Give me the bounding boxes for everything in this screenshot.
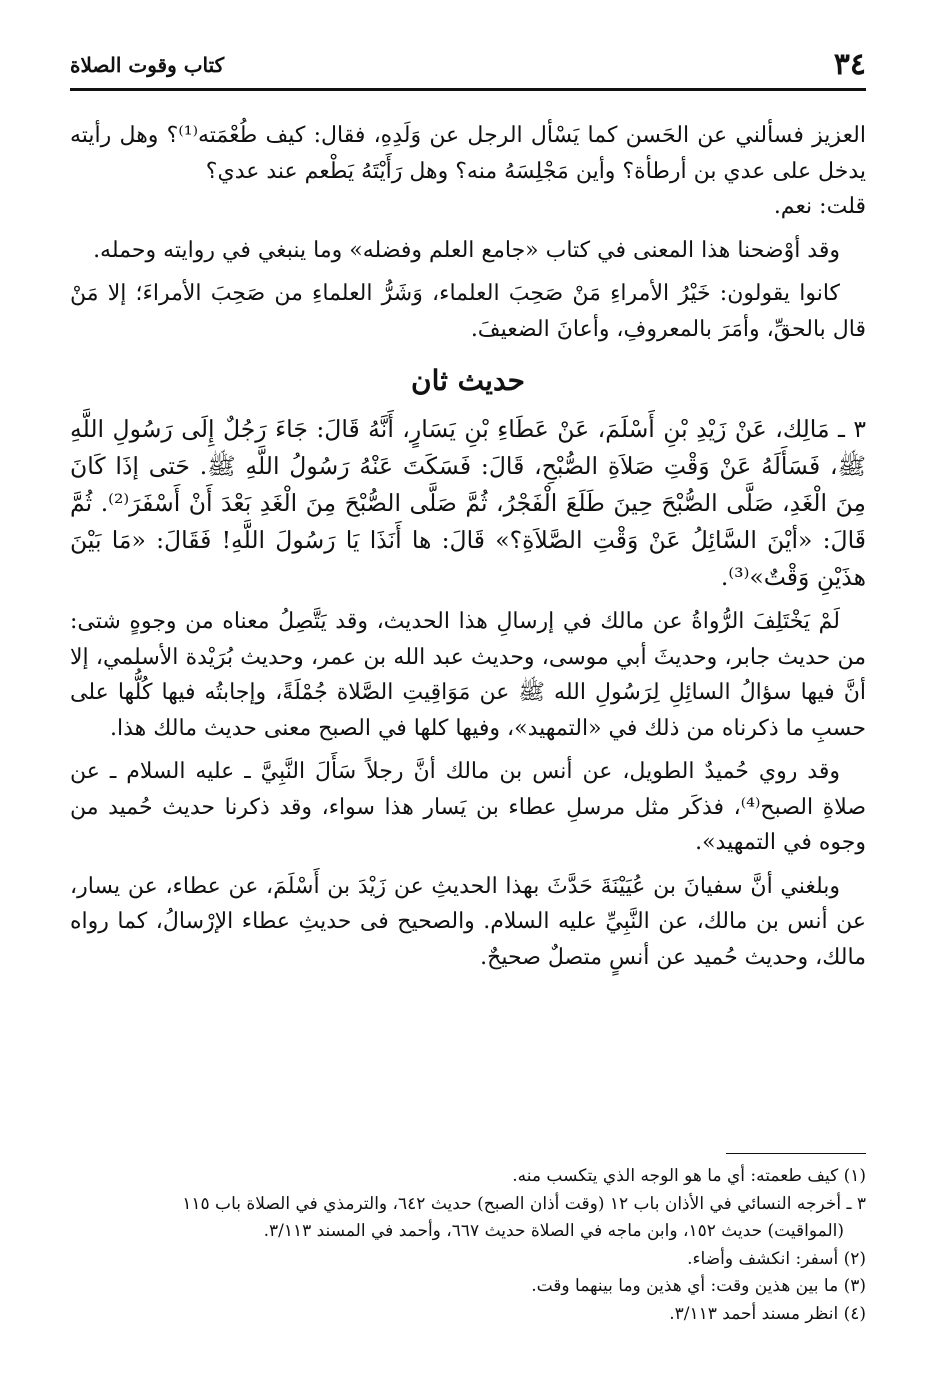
running-title: كتاب وقوت الصلاة xyxy=(70,53,225,77)
footnote: (٢) أسفر: انكشف وأضاء. xyxy=(687,1248,866,1269)
commentary-paragraph: وقد روي حُميدٌ الطويل، عن أنس بن مالك أنَّ رجلاً سَأَلَ النَّبِيَّ ـ عليه السلام ـ عن صلاةِ الصبح⁽⁴⁾، فذكَر مثل مرسلِ عطاء بن يَسار هذا سواء، وقد ذكرنا حديث حُميد من وجوه في التمهيد». xyxy=(70,759,866,855)
footnote: (٣) ما بين هذين وقت: أي هذين وما بينهما وقت. xyxy=(531,1276,866,1296)
paragraph-saying: كانوا يقولون: خَيْرُ الأمراءِ مَنْ صَحِبَ العلماء، وَشَرُّ العلماءِ من صَحِبَ الأمراءَ؛ إلا مَنْ قال بالحقِّ، وأمَرَ بالمعروفِ، وأعانَ الضعيفَ. xyxy=(70,281,866,342)
footnote: (٤) انظر مسند أحمد ٣/١١٣. xyxy=(669,1303,866,1324)
commentary-paragraph: وبلغني أنَّ سفيانَ بن عُيَيْنَةَ حَدَّثَ بهذا الحديثِ عن زَيْدَ بن أَسْلَمَ، عن عطاء، عن يسار، عن أنس بن مالك، عن النَّبِيِّ عليه السلام. والصحيح فى حديثِ عطاء الإرْسالُ، كما رواه مالك، وحديث حُميد عن أنسٍ متصلٌ صحيحٌ. xyxy=(70,873,866,970)
page-header xyxy=(70,42,866,88)
footnotes xyxy=(70,1163,866,1328)
header-rule xyxy=(70,88,866,91)
footnote: (١) كيف طعمته: أي ما هو الوجه الذي يتكسب منه. xyxy=(512,1166,866,1186)
paragraph-continuation: العزيز فسألني عن الحَسن كما يَسْأل الرجل عن وَلَدِهِ، فقال: كيف طُعْمَته⁽¹⁾؟ وهل رأيته يدخل على عدي بن أرطأة؟ وأين مَجْلِسَهُ منه؟ وهل رَأَيْتَهُ يَطْعم عند عدي؟ xyxy=(70,123,866,184)
footnote-continuation: (المواقيت) حديث ١٥٢، وابن ماجه في الصلاة حديث ٦٦٧، وأحمد في المسند ٣/١١٣. xyxy=(263,1221,844,1241)
main-text xyxy=(70,118,866,983)
page-number: ٣٤ xyxy=(833,47,866,82)
paragraph-reference: وقد أوْضحنا هذا المعنى في كتاب «جامع العلم وفضله» وما ينبغي في روايته وحمله. xyxy=(93,237,840,263)
section-title: حديث ثان xyxy=(411,364,525,397)
footnote: ٣ ـ أخرجه النسائي في الأذان باب ١٢ (وقت أذان الصبح) حديث ٦٤٢، والترمذي في الصلاة باب ١١٥ xyxy=(182,1193,866,1214)
hadith-text: ٣ ـ مَالِك، عَنْ زَيْدِ بْنِ أَسْلَمَ، عَنْ عَطَاءِ بْنِ يَسَارٍ، أَنَّهُ قَالَ: جَاءَ رَجُلٌ إِلَى رَسُولِ اللَّهِ ﷺ، فَسَأَلَهُ عَنْ وَقْتِ صَلاَةِ الصُّبْحِ، قَالَ: فَسَكَتَ عَنْهُ رَسُولُ اللَّهِ ﷺ. حَتى إذَا كَانَ مِنَ الْغَدِ، صَلَّى الصُّبْحَ حِينَ طَلَعَ الْفَجْرُ، ثُمَّ صَلَّى الصُّبْحَ مِنَ الْغَدِ بَعْدَ أَنْ أَسْفَرَ⁽²⁾. ثُمَّ قَالَ: «أيْنَ السَّائِلُ عَنْ وَقْتِ الصَّلاَةِ؟» قَالَ: ها أَنَذَا يَا رَسُولَ اللَّهِ! فَقَالَ: «مَا بَيْنَ هذَيْنِ وَقْتٌ»⁽³⁾. xyxy=(70,415,866,591)
commentary-paragraph: لَمْ يَخْتَلِفَ الرُّواةُ عن مالك في إرسالِ هذا الحديث، وقد يَتَّصِلُ معناه من وجوهٍ شتى: من حديث جابر، وحديثَ أبي موسى، وحديث عبد الله بن عمر، وحديث بُرَيْدة الأسلمي، إلا أنَّ فيها سؤالُ السائِلِ لِرَسُولِ الله ﷺ عن مَوَاقِيتِ الصَّلاة جُمْلَةً، وإجابتُه فيها كُلُّها على حسبِ ما ذكرناه من ذلك في «التمهيد»، وفيها كلها في الصبح معنى حديث مالك هذا. xyxy=(70,609,866,741)
paragraph-answer: قلت: نعم. xyxy=(773,194,866,219)
footnote-rule xyxy=(726,1153,866,1154)
